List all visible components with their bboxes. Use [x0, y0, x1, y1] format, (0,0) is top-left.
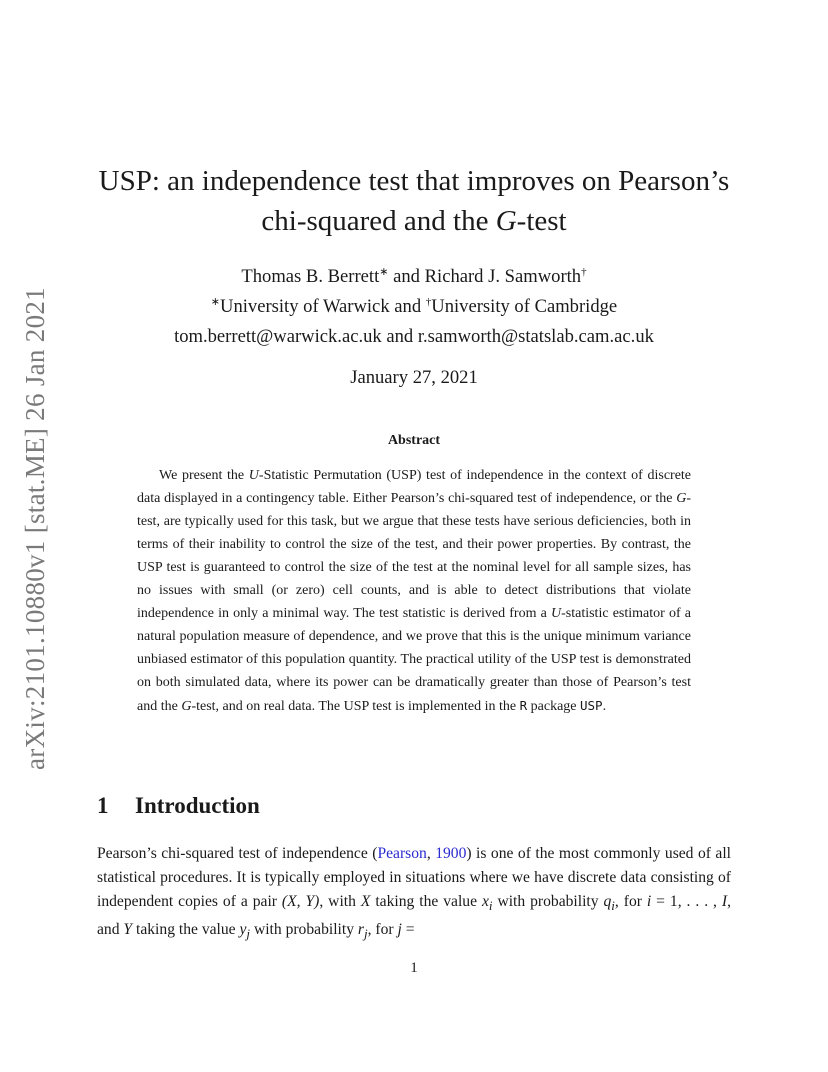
- intro-seg-5: with probability: [492, 893, 604, 910]
- math-xi-sub: i: [488, 898, 493, 914]
- author-connector: and: [388, 266, 425, 288]
- citation-pearson-link[interactable]: Pearson: [377, 845, 427, 862]
- author-berrett: Thomas B. Berrett: [241, 266, 380, 288]
- abstract-code-r: R: [519, 698, 528, 713]
- introduction-paragraph: [97, 842, 731, 946]
- math-y: Y: [123, 921, 133, 939]
- section-number: 1: [97, 793, 109, 818]
- author-list: [80, 265, 748, 288]
- affil-warwick-mark: ∗: [210, 296, 221, 308]
- title-line-1: USP: an independence test that improves on Pearson’s: [98, 165, 730, 197]
- intro-seg-12: =: [401, 921, 415, 939]
- intro-seg-2: ) is one of the most commonly used of all statistical procedures. It is typically employed in situations where we have discrete data consisting of independent copies of a pair: [97, 845, 732, 910]
- abstract-code-usp: USP: [580, 698, 603, 713]
- abstract-seg-2: -Statistic Permutation (USP) test of independence in the context of discrete data displayed in a contingency table. Either Pearson’s chi-squared test of independence, or the: [137, 468, 692, 506]
- affiliations: [80, 295, 748, 318]
- math-capital-i: I: [721, 893, 728, 910]
- math-j: j: [397, 921, 402, 939]
- page-number: 1: [410, 960, 418, 976]
- intro-seg-6: , for: [614, 893, 647, 910]
- email-connector: and: [381, 326, 418, 347]
- citation-year-link[interactable]: 1900: [435, 845, 467, 862]
- math-qi: q: [603, 893, 612, 910]
- author-samworth: Richard J. Samworth: [424, 266, 582, 288]
- author-berrett-mark: ∗: [379, 266, 389, 278]
- intro-seg-8: , and: [97, 893, 731, 939]
- abstract-math-u-2: U: [550, 606, 562, 621]
- abstract-seg-4: -statistic estimator of a natural population measure of dependence, and we prove that this is the unique minimum variance unbiased estimator of this population quantity. The practical utility of the USP test is demonstrated on both simulated data, where its power can be dramatically greater than those of Pearson’s test and the: [137, 606, 691, 714]
- author-samworth-mark: †: [581, 266, 587, 278]
- abstract-seg-1: We present the: [159, 468, 249, 483]
- abstract-seg-5: -test, and on real data. The USP test is implemented in the: [191, 699, 520, 714]
- intro-seg-3: , with: [319, 893, 361, 910]
- affil-cambridge: University of Cambridge: [431, 296, 618, 318]
- abstract-math-u: U: [248, 468, 259, 483]
- intro-seg-11: , for: [367, 921, 398, 939]
- email-samworth: r.samworth@statslab.cam.ac.uk: [417, 326, 654, 347]
- intro-seg-7: = 1, . . . ,: [651, 893, 722, 910]
- author-emails: [80, 326, 748, 348]
- section-title: Introduction: [135, 793, 260, 818]
- affil-cambridge-mark: †: [425, 296, 432, 308]
- abstract-math-g: G: [676, 491, 687, 506]
- title-italic-g: G: [495, 205, 517, 237]
- abstract-seg-7: .: [602, 699, 607, 714]
- email-berrett: tom.berrett@warwick.ac.uk: [174, 326, 382, 347]
- intro-seg-4: taking the value: [370, 893, 482, 910]
- abstract-text: [137, 464, 691, 718]
- section-heading: [97, 793, 260, 819]
- intro-seg-1: Pearson’s chi-squared test of independence (: [97, 845, 378, 862]
- intro-seg-10: with probability: [250, 921, 358, 939]
- paper-date: January 27, 2021: [350, 367, 478, 388]
- citation-separator: ,: [426, 845, 436, 862]
- math-yj-sub: j: [246, 926, 251, 942]
- title-line-2-start: chi-squared and the: [261, 205, 496, 237]
- math-rj-sub: j: [363, 926, 368, 942]
- affil-connector: and: [389, 296, 426, 318]
- intro-seg-9: taking the value: [132, 921, 240, 939]
- paper-title: [80, 161, 748, 241]
- math-x: X: [360, 893, 371, 910]
- abstract-heading: Abstract: [387, 433, 441, 448]
- math-yj: y: [239, 921, 247, 939]
- math-rj: r: [357, 921, 364, 939]
- math-qi-sub: i: [611, 898, 615, 914]
- abstract-seg-3: -test, are typically used for this task, but we argue that these tests have serious deficiencies, both in terms of their inability to control the size of the test, and their power properties. By contrast, the USP test is guaranteed to control the size of the test at the nominal level for all sample sizes, has no issues with small (or zero) cell counts, and is able to detect distributions that violate independence in only a minimal way. The test statistic is derived from a: [137, 491, 691, 621]
- abstract-math-g-2: G: [181, 699, 192, 714]
- math-pair: (X, Y): [281, 893, 320, 910]
- math-i: i: [646, 893, 652, 910]
- affil-warwick: University of Warwick: [220, 296, 390, 318]
- math-xi: x: [481, 893, 489, 910]
- abstract-seg-6: package: [527, 699, 580, 714]
- arxiv-identifier-text: arXiv:2101.10880v1 [stat.ME] 26 Jan 2021: [19, 286, 50, 770]
- arxiv-identifier: [2, 288, 68, 768]
- title-line-2-end: -test: [516, 205, 567, 237]
